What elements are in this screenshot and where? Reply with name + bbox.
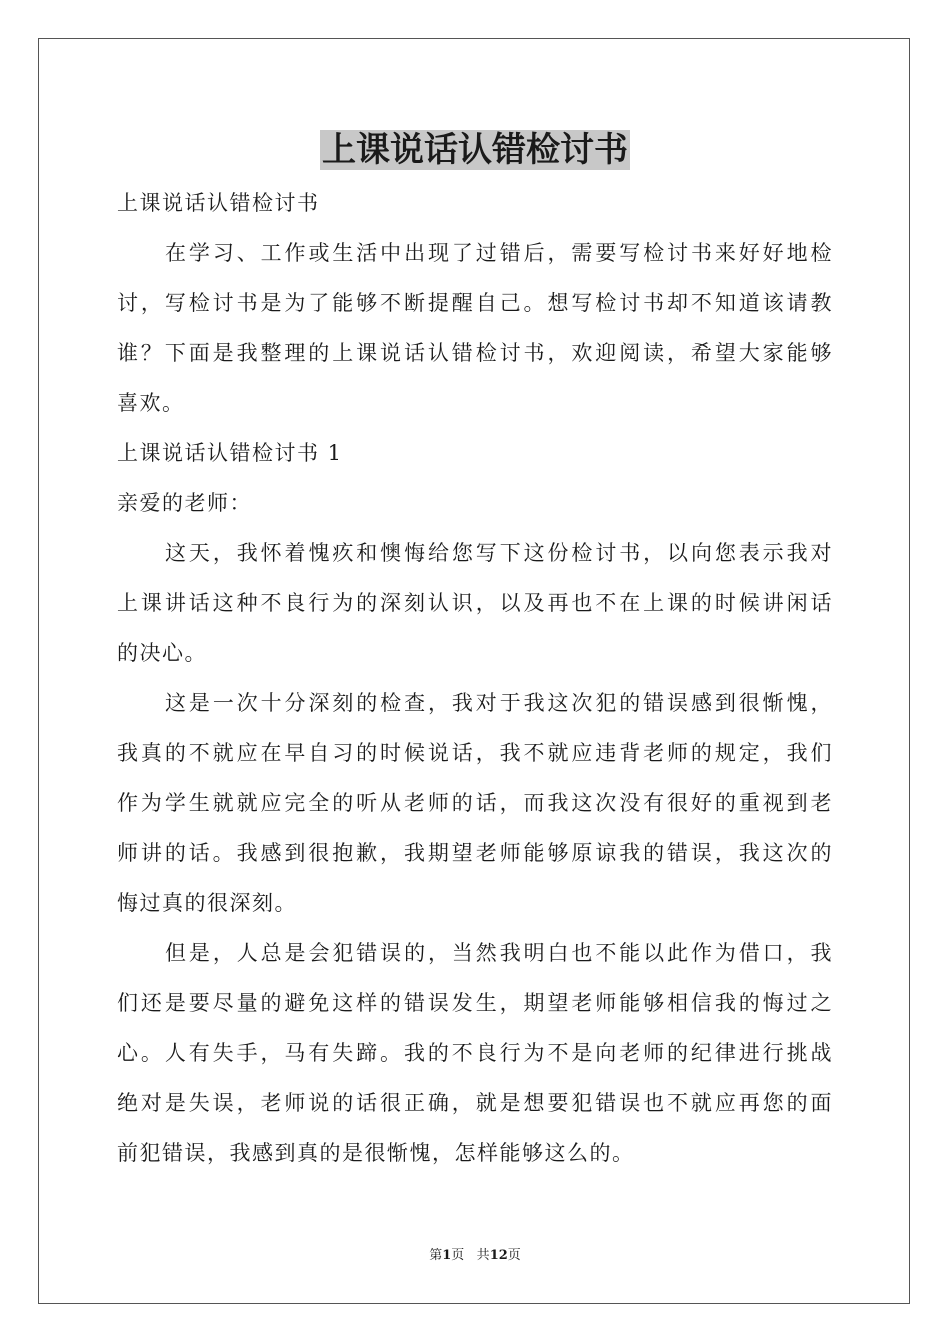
text-line: 前犯错误，我感到真的是很惭愧，怎样能够这么的。 <box>117 1141 635 1165</box>
text-line: 们还是要尽量的避免这样的错误发生，期望老师能够相信我的悔过之 <box>117 991 833 1015</box>
text-line: 这是一次十分深刻的检查，我对于我这次犯的错误感到很惭愧， <box>165 691 833 715</box>
footer-total-pages: 12 <box>489 1248 508 1263</box>
footer-page-prefix: 第 <box>429 1248 443 1263</box>
text-line: 上课讲话这种不良行为的深刻认识，以及再也不在上课的时候讲闲话 <box>117 591 833 615</box>
text-line: 心。人有失手，马有失蹄。我的不良行为不是向老师的纪律进行挑战 <box>117 1041 833 1065</box>
document-body <box>117 178 833 1178</box>
text-line: 作为学生就就应完全的听从老师的话，而我这次没有很好的重视到老 <box>117 791 833 815</box>
text-line: 谁？下面是我整理的上课说话认错检讨书，欢迎阅读，希望大家能够 <box>117 341 833 365</box>
text-line: 上课说话认错检讨书 <box>117 191 320 215</box>
text-line: 亲爱的老师： <box>117 491 252 515</box>
page-footer <box>0 1247 950 1265</box>
footer-total-prefix: 共 <box>476 1248 490 1263</box>
text-line: 在学习、工作或生活中出现了过错后，需要写检讨书来好好地检 <box>165 241 833 265</box>
footer-total-suffix: 页 <box>507 1248 521 1263</box>
text-line: 喜欢。 <box>117 391 185 415</box>
document-title <box>0 128 950 172</box>
text-line: 师讲的话。我感到很抱歉，我期望老师能够原谅我的错误，我这次的 <box>117 841 833 865</box>
text-line: 讨，写检讨书是为了能够不断提醒自己。想写检讨书却不知道该请教 <box>117 291 833 315</box>
text-line: 上课说话认错检讨书 1 <box>117 441 343 465</box>
text-line: 我真的不就应在早自习的时候说话，我不就应违背老师的规定，我们 <box>117 741 833 765</box>
footer-page-suffix: 页 <box>451 1248 465 1263</box>
text-line: 悔过真的很深刻。 <box>117 891 297 915</box>
text-line: 但是，人总是会犯错误的，当然我明白也不能以此作为借口，我 <box>165 941 833 965</box>
text-line: 的决心。 <box>117 641 207 665</box>
footer-page-number: 1 <box>442 1248 452 1263</box>
document-title-text: 上课说话认错检讨书 <box>322 130 628 170</box>
text-line: 这天，我怀着愧疚和懊悔给您写下这份检讨书，以向您表示我对 <box>165 541 833 565</box>
text-line: 绝对是失误，老师说的话很正确，就是想要犯错误也不就应再您的面 <box>117 1091 833 1115</box>
